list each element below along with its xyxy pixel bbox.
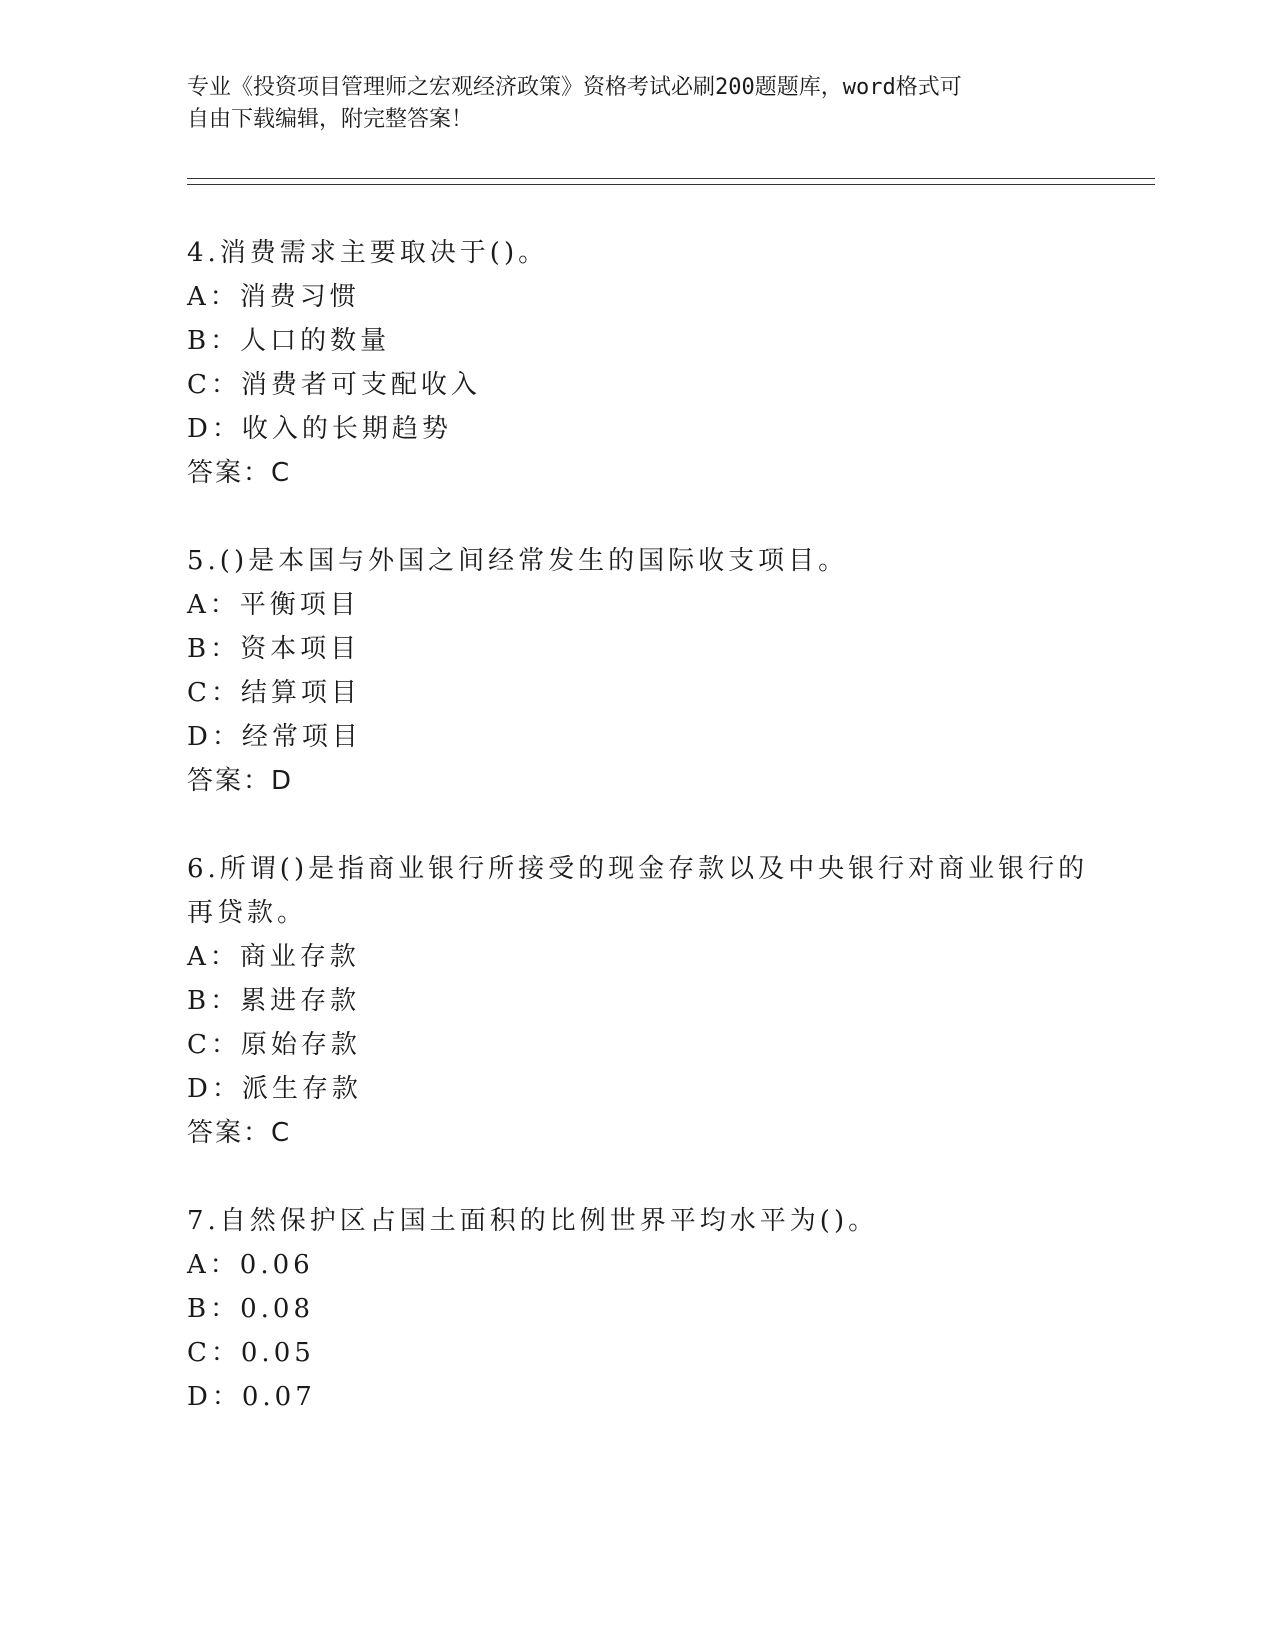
option-c: C：结算项目 (187, 678, 361, 708)
option-d: D：收入的长期趋势 (187, 414, 452, 444)
option-a: A：0.06 (187, 1250, 314, 1280)
option-d: D：经常项目 (187, 722, 362, 752)
header-divider-top (187, 178, 1155, 179)
answer: 答案：D (187, 766, 294, 796)
option-a: A：商业存款 (187, 942, 360, 972)
option-d: D：0.07 (187, 1382, 316, 1412)
option-c: C：消费者可支配收入 (187, 370, 481, 400)
option-d: D：派生存款 (187, 1074, 362, 1104)
question-stem: 5.()是本国与外国之间经常发生的国际收支项目。 (187, 546, 849, 576)
header-line-1: 专业《投资项目管理师之宏观经济政策》资格考试必刷200题题库，word格式可 (187, 75, 962, 100)
header-line-2: 自由下载编辑，附完整答案！ (187, 107, 474, 132)
option-b: B：人口的数量 (187, 326, 391, 356)
option-b: B：0.08 (187, 1294, 314, 1324)
option-a: A：消费习惯 (187, 282, 360, 312)
question-stem: 7.自然保护区占国土面积的比例世界平均水平为()。 (187, 1206, 879, 1236)
header-divider-bottom (187, 184, 1155, 185)
option-c: C：原始存款 (187, 1030, 361, 1060)
document-header (187, 72, 1067, 136)
question-stem-continued: 再贷款。 (187, 898, 308, 928)
answer: 答案：C (187, 1118, 292, 1148)
option-b: B：资本项目 (187, 634, 361, 664)
answer: 答案：C (187, 458, 292, 488)
option-c: C：0.05 (187, 1338, 315, 1368)
option-b: B：累进存款 (187, 986, 361, 1016)
option-a: A：平衡项目 (187, 590, 360, 620)
question-stem: 6.所谓()是指商业银行所接受的现金存款以及中央银行对商业银行的 (187, 854, 1089, 884)
question-stem: 4.消费需求主要取决于()。 (187, 238, 549, 268)
